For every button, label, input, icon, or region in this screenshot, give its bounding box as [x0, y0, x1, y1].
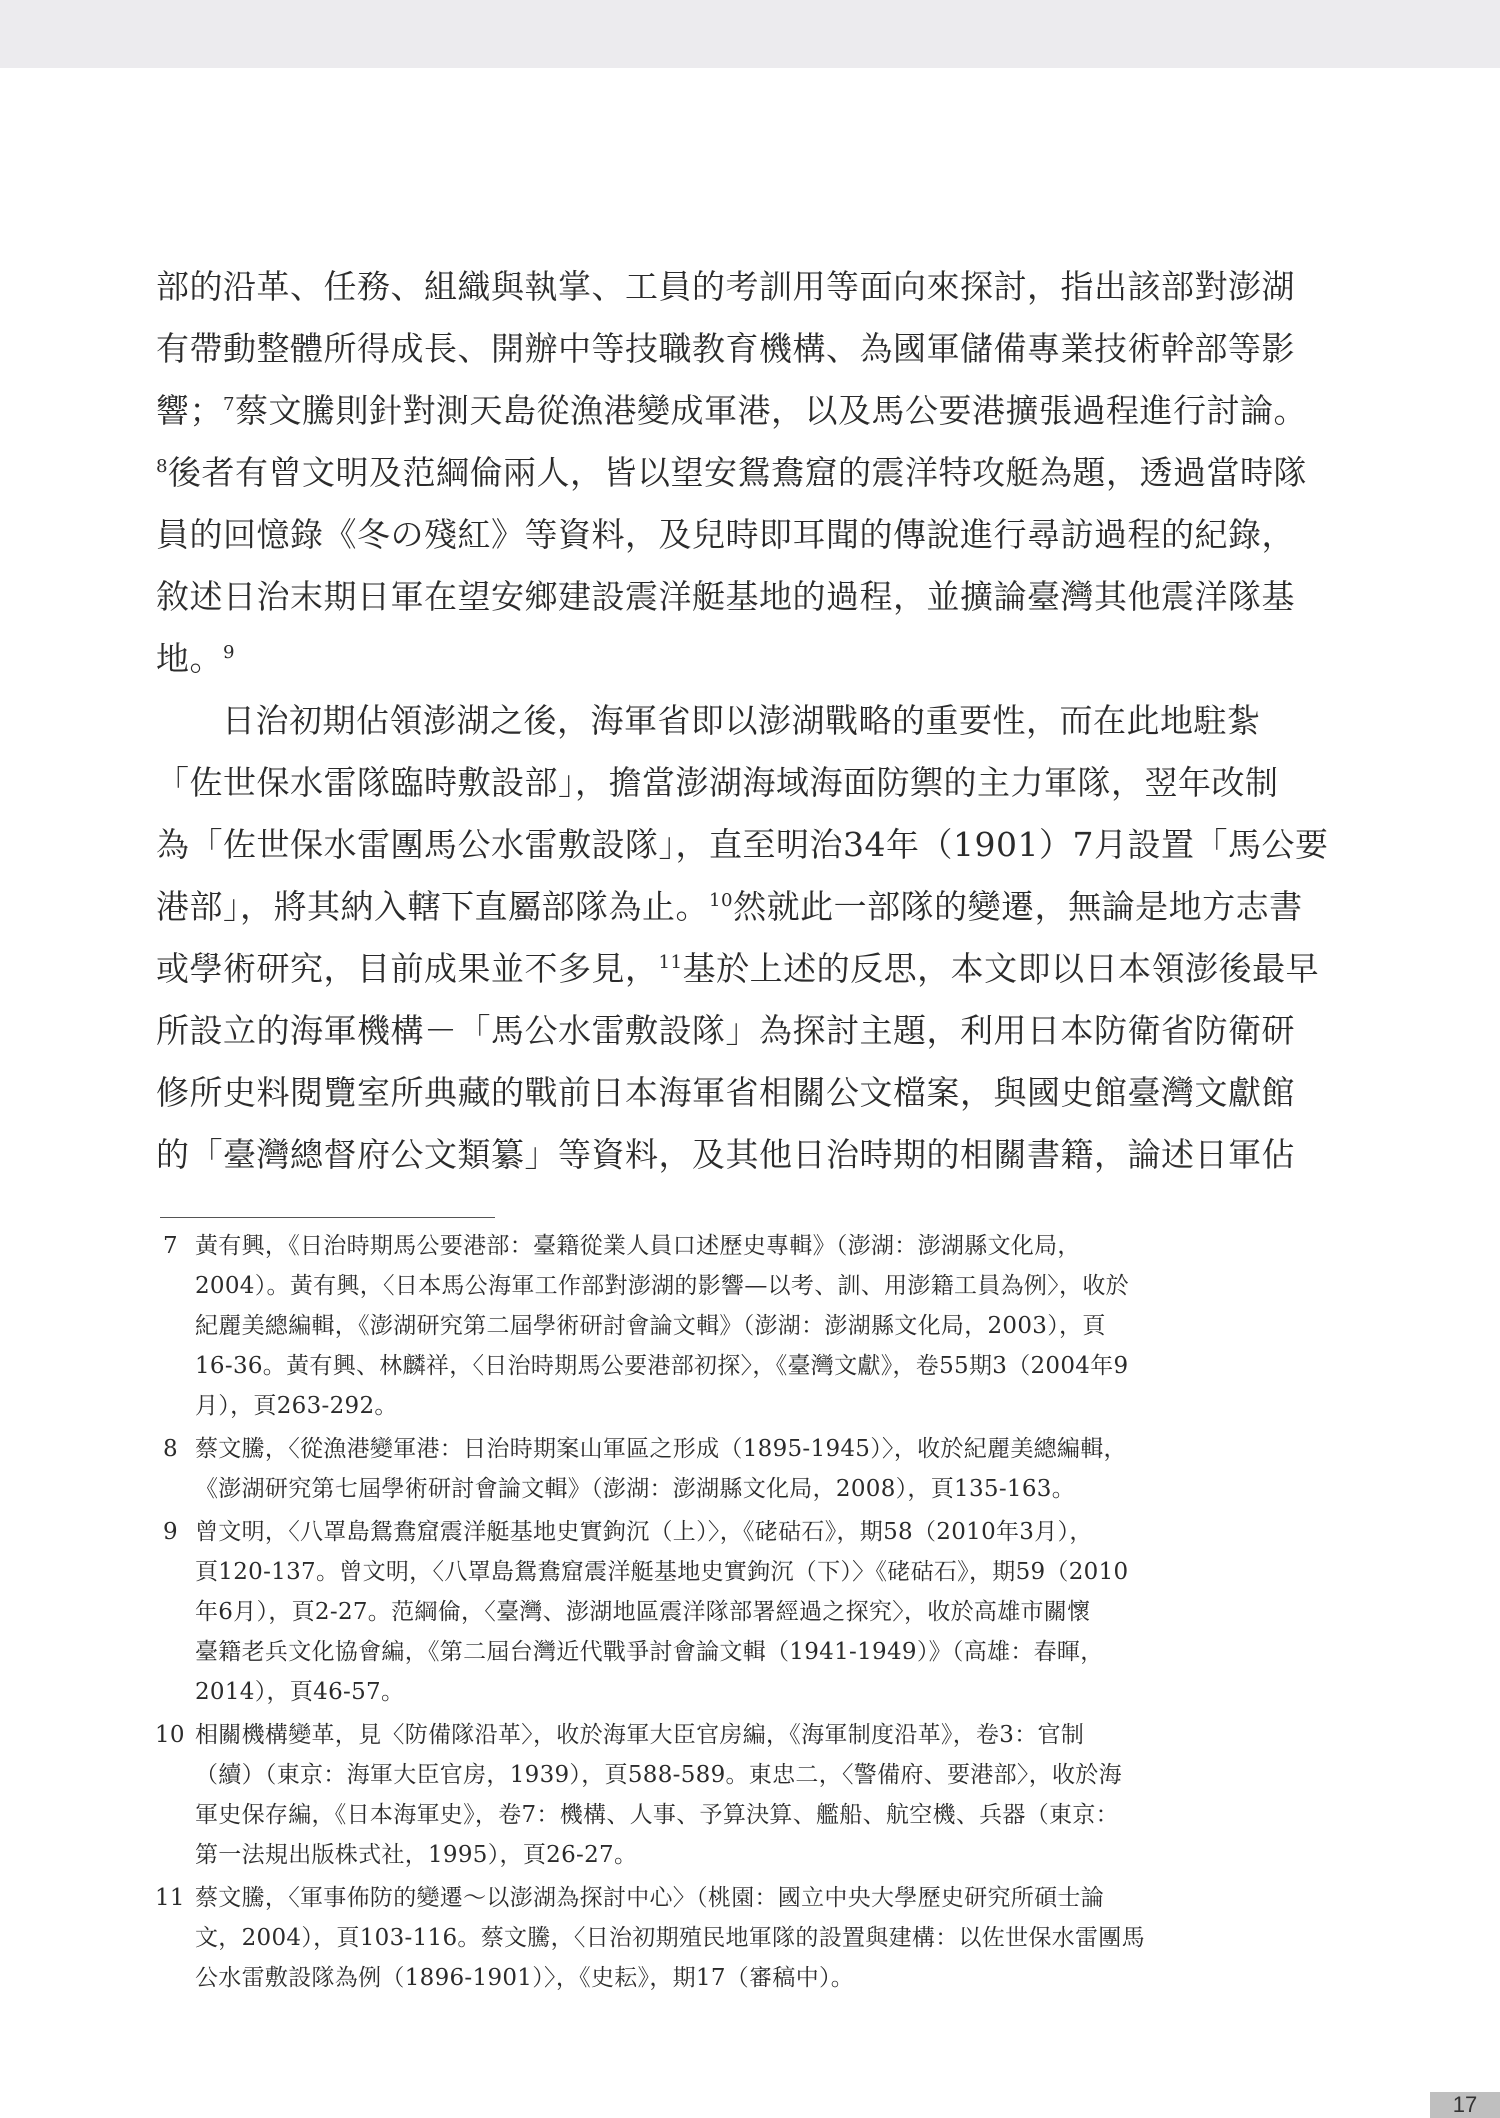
footnote-line: 公水雷敷設隊為例（1896-1901）〉，《史耘》，期17（審稿中）。: [195, 1965, 855, 1991]
text-line: $^8$後者有曾文明及范綱倫兩人，皆以望安鴛鴦窟的震洋特攻艇為題，透過當時隊: [156, 453, 1308, 492]
footnote-line: 10 相關機構變革，見〈防備隊沿革〉，收於海軍大臣官房編，《海軍制度沿革》，卷3：官制: [163, 1715, 1278, 1755]
text-line: 港部」，將其納入轄下直屬部隊為止。$^{10}$然就此一部隊的變遷，無論是地方志書: [156, 887, 1303, 926]
footnote-line: 7 黃有興，《日治時期馬公要港部：臺籍從業人員口述歷史專輯》（澎湖：澎湖縣文化局，: [163, 1226, 1278, 1266]
footnote-line: 2004）。黃有興，〈日本馬公海軍工作部對澎湖的影響—以考、訓、用澎籍工員為例〉，收於: [195, 1273, 1129, 1299]
footnote-line: 2014），頁46-57。: [195, 1679, 405, 1705]
footnote-line: （續）（東京：海軍大臣官房，1939），頁588-589。東忠二，〈警備府、要港部〉，收於海: [195, 1762, 1122, 1788]
footnote-line: 軍史保存編，《日本海軍史》，卷7：機構、人事、予算決算、艦船、航空機、兵器（東京：: [195, 1802, 1119, 1828]
footnote-line: 9 曾文明，〈八罩島鴛鴦窟震洋艇基地史實鉤沉（上）〉，《硓𥑮石》，期58（2010年3月），: [163, 1512, 1278, 1552]
footnote-line: 16-36。黃有興、林麟祥，〈日治時期馬公要港部初探〉，《臺灣文獻》，卷55期3（2004年9: [195, 1353, 1129, 1379]
footnote-line: 年6月），頁2-27。范綱倫，〈臺灣、澎湖地區震洋隊部署經過之探究〉，收於高雄市關懷: [195, 1599, 1091, 1625]
footnote-number: 9: [163, 1519, 178, 1545]
text-line: 為「佐世保水雷團馬公水雷敷設隊」，直至明治34年（1901）7月設置「馬公要: [156, 825, 1329, 864]
footnote-line: 文，2004），頁103-116。蔡文騰，〈日治初期殖民地軍隊的設置與建構：以佐世保水雷團馬: [195, 1925, 1145, 1951]
page-number: 17: [1430, 2092, 1500, 2118]
footnote-line: 頁120-137。曾文明，〈八罩島鴛鴦窟震洋艇基地史實鉤沉（下）〉《硓𥑮石》，期59（2010: [195, 1559, 1129, 1585]
text-line: 修所史料閱覽室所典藏的戰前日本海軍省相關公文檔案，與國史館臺灣文獻館: [156, 1073, 1295, 1112]
footnote-number: 8: [163, 1436, 178, 1462]
footnote-number: 11: [155, 1885, 185, 1911]
footnote-ref[interactable]: 11: [658, 952, 683, 973]
text-line: 部的沿革、任務、組織與執掌、工員的考訓用等面向來探討，指出該部對澎湖: [156, 267, 1295, 306]
text-line: 的「臺灣總督府公文類纂」等資料，及其他日治時期的相關書籍，論述日軍佔: [156, 1135, 1295, 1174]
text-line: 日治初期佔領澎湖之後，海軍省即以澎湖戰略的重要性，而在此地駐紮: [222, 701, 1261, 740]
text-line: 員的回憶錄《冬の殘紅》等資料，及兒時即耳聞的傳說進行尋訪過程的紀錄，: [156, 515, 1295, 554]
footnotes: [155, 1226, 1278, 1998]
footnote-line: 臺籍老兵文化協會編，《第二屆台灣近代戰爭討會論文輯（1941-1949）》（高雄：春暉，: [195, 1639, 1104, 1665]
footnote-line: 月），頁263-292。: [195, 1393, 398, 1419]
footnote-line: 《澎湖研究第七屆學術研討會論文輯》（澎湖：澎湖縣文化局，2008），頁135-163。: [195, 1476, 1076, 1502]
text-line: 所設立的海軍機構－「馬公水雷敷設隊」為探討主題，利用日本防衛省防衛研: [156, 1011, 1295, 1050]
footnote-line: 紀麗美總編輯，《澎湖研究第二屆學術研討會論文輯》（澎湖：澎湖縣文化局，2003），頁: [195, 1313, 1106, 1339]
text-line: 或學術研究，目前成果並不多見，$^{11}$基於上述的反思，本文即以日本領澎後最早: [156, 949, 1320, 988]
footnote-ref[interactable]: 10: [709, 890, 734, 911]
footnote-number: 7: [163, 1233, 178, 1259]
body-text: [156, 256, 1329, 1186]
text-line: 地。$^9$: [156, 639, 236, 678]
text-line: 有帶動整體所得成長、開辦中等技職教育機構、為國軍儲備專業技術幹部等影: [156, 329, 1295, 368]
footnote-line: 11 蔡文騰，〈軍事佈防的變遷～以澎湖為探討中心〉（桃園：國立中央大學歷史研究所碩士論: [163, 1878, 1278, 1918]
footnote-divider: [160, 1217, 495, 1218]
footnote-ref[interactable]: 7: [223, 394, 236, 415]
scan-top-band: [0, 0, 1500, 68]
footnote-line: 第一法規出版株式社，1995），頁26-27。: [195, 1842, 638, 1868]
text-line: 敘述日治末期日軍在望安鄉建設震洋艇基地的過程，並擴論臺灣其他震洋隊基: [156, 577, 1295, 616]
footnote-ref[interactable]: 8: [156, 456, 169, 477]
text-line: 響；$^7$蔡文騰則針對測天島從漁港變成軍港，以及馬公要港擴張過程進行討論。: [156, 391, 1308, 430]
footnote-number: 10: [155, 1722, 185, 1748]
text-line: 「佐世保水雷隊臨時敷設部」，擔當澎湖海域海面防禦的主力軍隊，翌年改制: [156, 763, 1279, 802]
footnote-line: 8 蔡文騰，〈從漁港變軍港：日治時期案山軍區之形成（1895-1945）〉，收於紀麗美總編輯，: [163, 1429, 1278, 1469]
footnote-ref[interactable]: 9: [223, 642, 236, 663]
